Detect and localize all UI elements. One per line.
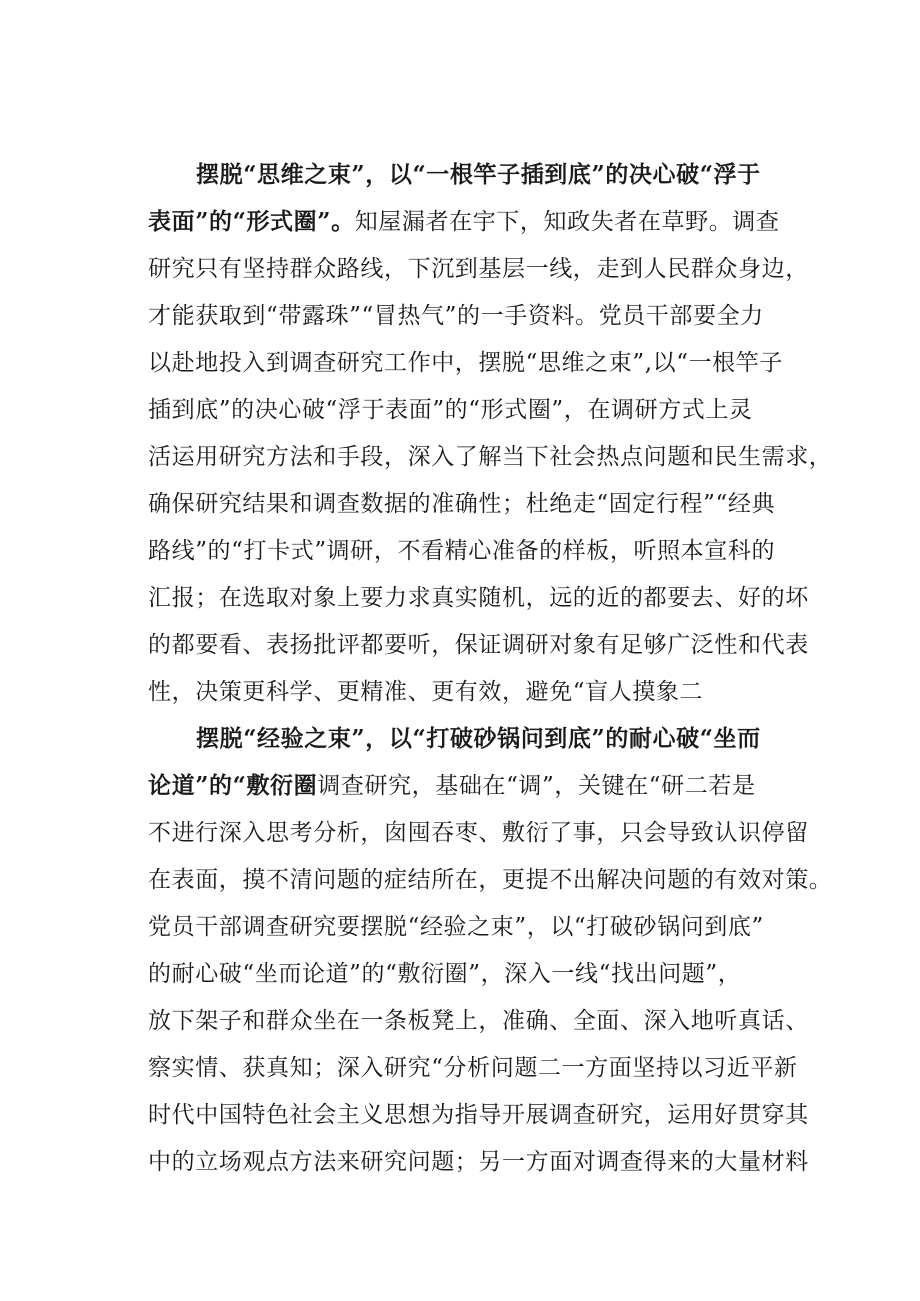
paragraph-1-line-6: 插到底”的决心破“浮于表面”的“形式圈”，在调研方式上灵 <box>148 397 753 423</box>
paragraph-1-line-5: 以赴地投入到调查研究工作中，摆脱“思维之束”,以“一根竿子 <box>148 350 783 376</box>
paragraph-2-line-2-text: 调查研究，基础在“调”，关键在“研二若是 <box>317 773 756 799</box>
paragraph-2-line-1: 摆脱“经验之束”，以“打破砂锅问到底”的耐心破“坐而 <box>196 725 761 752</box>
paragraph-1-line-11: 的都要看、表扬批评都要听，保证调研对象有足够广泛性和代表 <box>148 632 809 658</box>
paragraph-2-line-5: 党员干部调查研究要摆脱“经验之束”，以“打破砂锅问到底” <box>148 914 764 940</box>
paragraph-1-line-9: 路线”的“打卡式”调研，不看精心准备的样板，听照本宣科的 <box>148 538 776 564</box>
paragraph-1-line-12: 性，决策更科学、更精准、更有效，避免“盲人摸象二 <box>148 679 704 705</box>
paragraph-2-line-7: 放下架子和群众坐在一条板凳上，准确、全面、深入地听真话、 <box>148 1008 809 1034</box>
paragraph-2-line-9: 时代中国特色社会主义思想为指导开展调查研究，运用好贯穿其 <box>148 1102 809 1128</box>
paragraph-1-line-2 <box>148 207 780 237</box>
paragraph-1-heading-end: 表面”的“形式圈”。 <box>148 208 355 235</box>
paragraph-2-line-8: 察实情、获真知；深入研究“分析问题二一方面坚持以习近平新 <box>148 1055 798 1081</box>
paragraph-2-line-6: 的耐心破“坐而论道”的“敷衍圈”，深入一线“找出问题”， <box>148 961 742 987</box>
paragraph-1-line-1: 摆脱“思维之束”，以“一根竿子插到底”的决心破“浮于 <box>196 161 761 188</box>
paragraph-2-line-3: 不进行深入思考分析，囱囤吞枣、敷衍了事，只会导致认识停留 <box>148 820 809 846</box>
paragraph-2-line-4: 在表面，摸不清问题的症结所在，更提不出解决问题的有效对策。 <box>148 867 833 893</box>
paragraph-2-line-2 <box>148 771 756 801</box>
paragraph-2-heading-end: 论道”的“敷衍圈 <box>148 772 318 799</box>
paragraph-1-line-2-text: 知屋漏者在宇下，知政失者在草野。调查 <box>354 209 780 235</box>
paragraph-1-line-8: 确保研究结果和调查数据的准确性；杜绝走“固定行程”“经典 <box>148 491 776 517</box>
paragraph-2-line-10: 中的立场观点方法来研究问题；另一方面对调查得来的大量材料 <box>148 1149 809 1175</box>
paragraph-1-line-3: 研究只有坚持群众路线，下沉到基层一线，走到人民群众身边， <box>148 256 809 282</box>
paragraph-1-line-10: 汇报；在选取对象上要力求真实随机，远的近的都要去、好的坏 <box>148 585 809 611</box>
paragraph-1-line-4: 才能获取到“带露珠”“冒热气”的一手资料。党员干部要全力 <box>148 303 764 329</box>
paragraph-1-line-7: 活运用研究方法和手段，深入了解当下社会热点问题和民生需求， <box>148 444 833 470</box>
